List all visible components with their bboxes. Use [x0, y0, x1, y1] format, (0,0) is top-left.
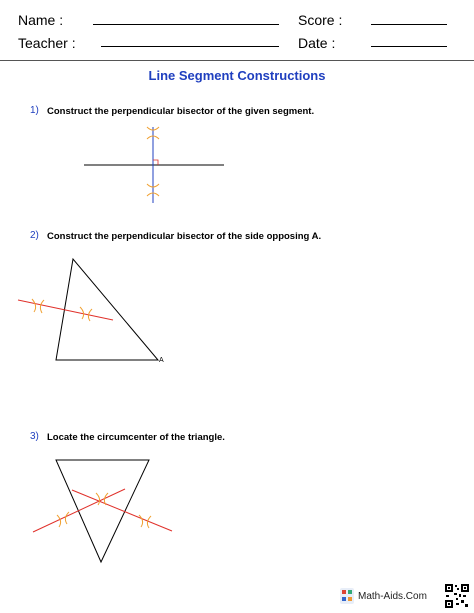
triangle-2: [56, 259, 158, 360]
page-title: Line Segment Constructions: [148, 68, 326, 83]
arc-2a: [32, 299, 36, 312]
footer-site-name[interactable]: Math-Aids.Com: [358, 591, 427, 602]
date-label: Date :: [298, 35, 336, 51]
question-1-text: Construct the perpendicular bisector of the given segment.: [47, 106, 315, 117]
triangle-3: [56, 460, 149, 562]
figure-1: [84, 127, 224, 203]
question-1-number: 1): [30, 105, 39, 116]
qr-code-icon: [445, 584, 469, 608]
figure-2: [18, 259, 164, 364]
question-2-text: Construct the perpendicular bisector of the side opposing A.: [47, 231, 322, 242]
vertex-a-label: A: [159, 357, 164, 364]
figure-3: [33, 460, 172, 562]
math-aids-logo-icon: [340, 588, 354, 604]
name-label: Name :: [18, 12, 64, 28]
score-label: Score :: [298, 12, 343, 28]
arc-3e: [139, 515, 143, 527]
teacher-label: Teacher :: [18, 35, 76, 51]
question-2-number: 2): [30, 230, 39, 241]
bisector-line-3b: [72, 490, 172, 531]
arc-3c: [96, 493, 100, 505]
arc-3b: [65, 512, 69, 524]
bisector-line-3a: [33, 489, 125, 532]
arc-2b: [40, 300, 44, 313]
arc-3d: [104, 493, 108, 505]
question-3-number: 3): [30, 431, 39, 442]
question-3-text: Locate the circumcenter of the triangle.: [47, 432, 225, 443]
right-angle-marker: [153, 160, 158, 165]
